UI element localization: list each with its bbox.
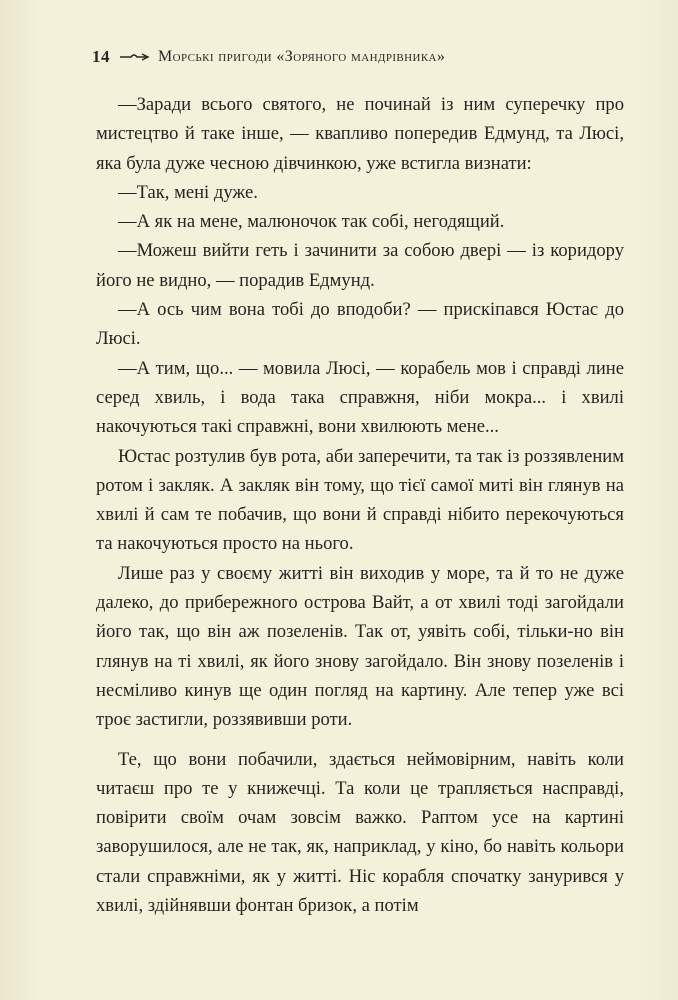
paragraph: —Так, мені дуже. <box>118 181 258 203</box>
paragraph: —Заради всього святого, не починай із ним суперечку про мистецтво й таке інше, — квапливо попередив Едмунд, та Люсі, яка була дуже чесною дівчинкою, уже встигла визнати: <box>96 94 624 174</box>
paragraph: Юстас розтулив був рота, аби заперечити, та так із роззявленим ротом і закляк. А закляк він тому, що тієї самої миті він глянув на хвилі й сам те побачив, що вони й справді нібито перекочуються та накочуються просто на нього. <box>96 445 624 555</box>
paragraph: —А тим, що... — мовила Люсі, — корабель мов і справді лине серед хвиль, і вода така справжня, ніби мокра... і хвилі накочуються такі справжні, вони хвилюють мене... <box>96 357 624 438</box>
book-title: Морські пригоди «Зоряного мандрівника» <box>158 48 446 65</box>
paragraph: —А ось чим вона тобі до вподоби? — прискіпався Юстас до Люсі. <box>96 299 624 350</box>
paragraph: Лише раз у своєму житті він виходив у море, та й то не дуже далеко, до прибережного острова Вайт, а от хвилі тоді загойдали його так, що він аж позеленів. Так от, уявіть собі, тільки-но він глянув на ті хвилі, як його знову загойдало. Він знову позеленів і несміливо кинув ще один погляд на картину. Але тепер уже всі троє застигли, роззявивши роти. <box>96 562 624 731</box>
paragraph: —Можеш вийти геть і зачинити за собою двері — із коридору його не видно, — порадив Едмунд. <box>96 240 624 291</box>
running-head <box>92 46 445 68</box>
paragraph: —А як на мене, малюночок так собі, негодящий. <box>118 211 505 233</box>
page-number: 14 <box>92 47 110 66</box>
ornament-icon <box>118 51 150 63</box>
paragraph: Те, що вони побачили, здається неймовірним, навіть коли читаєш про те у книжечці. Та коли це трапляється насправді, повірити своїм очам зовсім важко. Раптом усе на картині заворушилося, але не так, як, наприклад, у кіно, бо навіть кольори стали справжніми, як у житті. Ніс корабля спочатку занурився у хвилі, здійнявши фонтан бризок, а потім <box>96 748 624 917</box>
body-text <box>96 90 624 920</box>
